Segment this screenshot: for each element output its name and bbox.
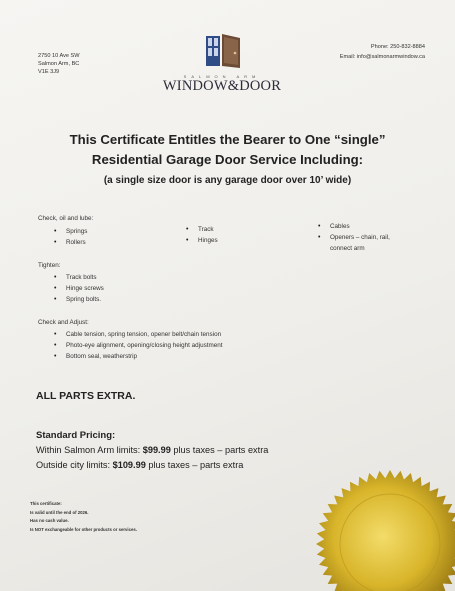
parts-extra-notice: ALL PARTS EXTRA. <box>36 390 136 402</box>
price-value: $99.99 <box>142 445 171 455</box>
address-line: Salmon Arm, BC <box>38 61 80 67</box>
fine-print-line: Has no cash value. <box>30 518 69 523</box>
list-item: • Hinge screws <box>52 283 104 294</box>
price-label: Within Salmon Arm limits: <box>36 445 141 455</box>
pricing-heading: Standard Pricing: <box>36 430 116 441</box>
certificate-title-line1: This Certificate Entitles the Bearer to One “single” <box>69 132 386 147</box>
address-line: V1E 3J9 <box>38 69 60 75</box>
list-item: • Track <box>184 224 218 235</box>
list-check-oil-lube-col1 <box>52 226 87 248</box>
address-line: 2750 10 Ave SW <box>38 53 80 59</box>
list-item: • Spring bolts. <box>52 294 104 305</box>
list-item: • Track bolts <box>52 272 104 283</box>
price-suffix: plus taxes – parts extra <box>173 445 269 455</box>
price-value: $109.99 <box>112 460 146 470</box>
fine-print <box>30 500 137 534</box>
list-tighten <box>52 272 104 305</box>
certificate-subtitle: (a single size door is any garage door over 10’ wide) <box>103 175 352 186</box>
phone-number: Phone: 250-832-8884 <box>370 44 425 50</box>
price-within-city <box>36 445 268 455</box>
company-address <box>38 52 80 76</box>
gold-seal-icon <box>300 456 455 591</box>
certificate-title-line2: Residential Garage Door Service Including: <box>91 152 364 167</box>
list-item: • Bottom seal, weatherstrip <box>52 351 222 362</box>
price-label: Outside city limits: <box>36 460 111 470</box>
list-check-oil-lube-col3 <box>316 221 411 254</box>
list-item: • Photo-eye alignment, opening/closing height adjustment <box>52 340 222 351</box>
fine-print-line: Is NOT exchangeable for other products or services. <box>30 526 137 532</box>
logo-subtext: SALMON ARM <box>183 74 261 79</box>
email-address: Email: info@salmonarmwindow.ca <box>339 54 425 60</box>
list-item: • Openers – chain, rail, connect arm <box>316 232 411 254</box>
section-heading-tighten: Tighten: <box>38 262 61 269</box>
list-item: • Springs <box>52 226 87 237</box>
price-outside-city <box>36 460 243 470</box>
price-suffix: plus taxes – parts extra <box>148 460 244 470</box>
logo-wordmark: WINDOW&DOOR <box>162 78 282 94</box>
fine-print-line: Is valid until the end of 2026. <box>30 509 89 515</box>
list-check-oil-lube-col2 <box>184 224 218 246</box>
company-contact <box>340 42 425 62</box>
section-heading-check-adjust: Check and Adjust: <box>38 319 89 326</box>
list-item: • Cables <box>316 221 411 232</box>
section-heading-check-oil-lube: Check, oil and lube: <box>38 215 94 222</box>
fine-print-heading: This certificate: <box>30 501 62 506</box>
list-item: • Rollers <box>52 237 87 248</box>
list-item: • Hinges <box>184 235 218 246</box>
list-check-adjust <box>52 329 222 362</box>
list-item: • Cable tension, spring tension, opener belt/chain tension <box>52 329 222 340</box>
